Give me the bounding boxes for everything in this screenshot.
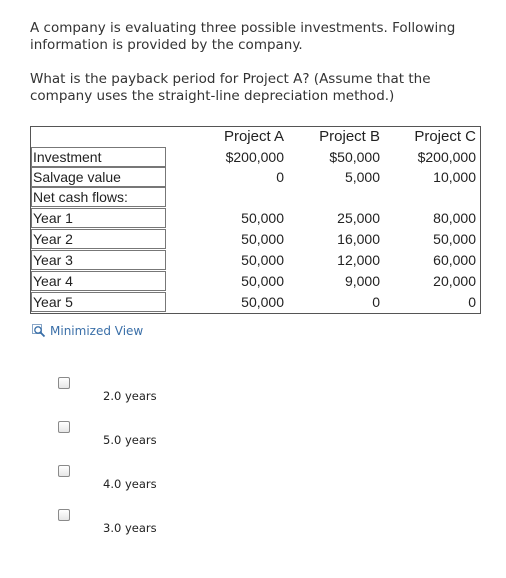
cell-year3-b: 12,000	[337, 252, 380, 268]
row-label-year-5: Year 5	[33, 294, 73, 310]
minimized-view-link[interactable]	[32, 324, 143, 338]
row-label-year-3: Year 3	[33, 252, 73, 268]
option-checkbox[interactable]	[58, 509, 70, 521]
cell-year4-c: 20,000	[433, 273, 476, 289]
cell-year2-c: 50,000	[433, 231, 476, 247]
question-intro: A company is evaluating three possible investments. Following information is provided by the company.	[30, 20, 456, 53]
option-label: 2.0 years	[103, 389, 157, 403]
cell-year1-b: 25,000	[337, 210, 380, 226]
row-label-net-cash-flows: Net cash flows:	[33, 189, 128, 205]
row-label-year-4: Year 4	[33, 273, 73, 289]
row-label-investment: Investment	[33, 149, 102, 165]
cell-year5-c: 0	[468, 294, 476, 310]
cell-year5-a: 50,000	[241, 294, 284, 310]
option-label: 4.0 years	[103, 477, 157, 491]
cell-year3-c: 60,000	[433, 252, 476, 268]
cell-year1-c: 80,000	[433, 210, 476, 226]
magnifier-icon	[32, 324, 46, 338]
question-prompt: What is the payback period for Project A? (Assume that the company uses the straight-line depreciation method.)	[30, 71, 431, 104]
header-project-a: Project A	[223, 128, 284, 145]
cell-salvage-c: 10,000	[433, 169, 476, 185]
cell-year1-a: 50,000	[241, 210, 284, 226]
question-text	[30, 20, 480, 105]
cell-year5-b: 0	[372, 294, 380, 310]
cell-year3-a: 50,000	[241, 252, 284, 268]
cell-year2-b: 16,000	[337, 231, 380, 247]
cell-investment-a: $200,000	[225, 149, 284, 165]
cell-salvage-a: 0	[276, 169, 284, 185]
investment-table	[30, 126, 481, 314]
row-label-year-1: Year 1	[33, 210, 73, 226]
cell-year4-b: 9,000	[344, 273, 380, 289]
cell-salvage-b: 5,000	[344, 169, 380, 185]
cell-investment-c: $200,000	[417, 149, 476, 165]
option-label: 5.0 years	[103, 433, 157, 447]
option-checkbox[interactable]	[58, 421, 70, 433]
row-label-salvage: Salvage value	[33, 169, 121, 185]
option-label: 3.0 years	[103, 521, 157, 535]
option-checkbox[interactable]	[58, 377, 70, 389]
cell-investment-b: $50,000	[329, 149, 380, 165]
minimized-view-label: Minimized View	[50, 324, 144, 338]
row-label-year-2: Year 2	[33, 231, 73, 247]
header-project-b: Project B	[319, 128, 380, 145]
cell-year4-a: 50,000	[241, 273, 284, 289]
option-checkbox[interactable]	[58, 465, 70, 477]
cell-year2-a: 50,000	[241, 231, 284, 247]
header-project-c: Project C	[414, 128, 476, 145]
